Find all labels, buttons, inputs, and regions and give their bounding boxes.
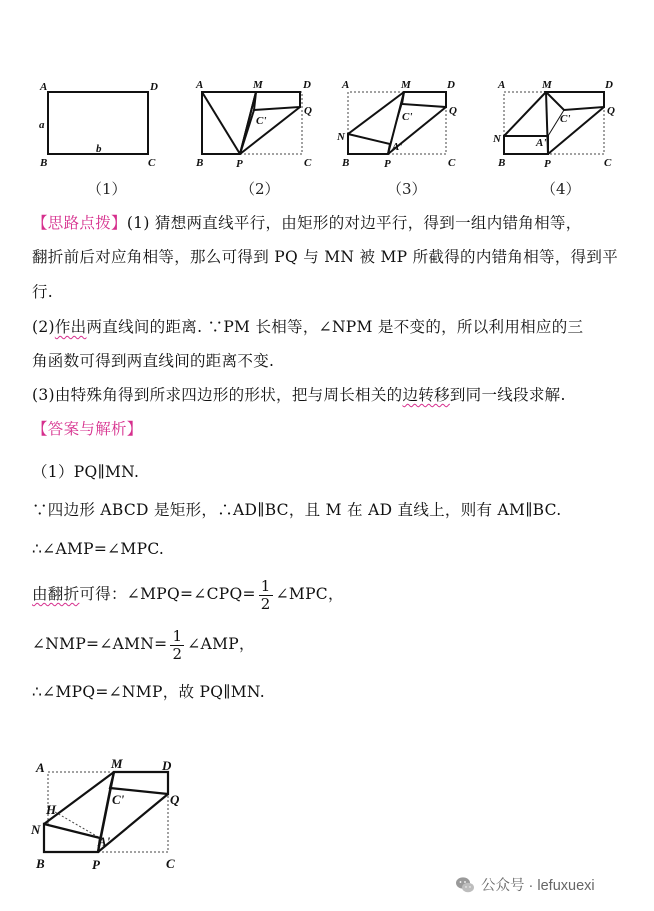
label-side-a: a — [39, 119, 45, 131]
fraction-one-half-2 — [170, 628, 184, 663]
label-n: N — [493, 133, 501, 145]
label-b: B — [40, 157, 48, 169]
label-p: P — [384, 158, 391, 170]
fraction-denominator: 2 — [260, 594, 271, 613]
label-n: N — [337, 131, 345, 143]
label-n: N — [31, 822, 41, 837]
label-c: C — [148, 157, 156, 169]
answer-l5-post: ∠AMP， — [187, 635, 255, 653]
analysis-line-6 — [32, 384, 566, 406]
label-q: Q — [607, 105, 615, 117]
label-b: B — [196, 157, 204, 169]
label-d: D — [303, 79, 311, 91]
label-m: M — [401, 79, 411, 91]
analysis-line-1 — [32, 212, 582, 234]
label-p: P — [236, 158, 243, 170]
answer-line-1: （1）PQ∥MN. — [32, 463, 140, 481]
analysis-p3-wavy: 边转移 — [402, 386, 450, 404]
figure-5 — [28, 752, 198, 878]
label-b: B — [342, 157, 350, 169]
label-a-prime: A' — [392, 141, 403, 153]
label-q: Q — [170, 792, 180, 807]
answer-l4-wavy: 由翻折 — [32, 585, 80, 603]
answer-line-4 — [32, 574, 344, 614]
label-a: A — [36, 760, 45, 775]
label-c-prime: C' — [560, 113, 571, 125]
answer-line-2: ∵四边形 ABCD 是矩形，∴AD∥BC，且 M 在 AD 直线上，则有 AM∥BC. — [32, 501, 562, 519]
caption-4: （4） — [541, 180, 581, 198]
label-c: C — [448, 157, 456, 169]
fraction-numerator: 1 — [172, 626, 183, 645]
analysis-line-5: 角函数可得到两直线间的距离不变. — [32, 352, 275, 370]
label-a: A — [342, 79, 350, 91]
label-d: D — [162, 758, 172, 773]
label-side-b: b — [96, 143, 102, 155]
label-c: C — [166, 856, 175, 871]
analysis-line-2: 翻折前后对应角相等，那么可得到 PQ 与 MN 被 MP 所截得的内错角相等，得到平 — [32, 248, 619, 266]
answer-l4-pre: 可得：∠MPQ=∠CPQ= — [79, 585, 256, 603]
label-d: D — [447, 79, 455, 91]
label-a-prime: A' — [536, 137, 547, 149]
analysis-p3-prefix: (3)由特殊角得到所求四边形的形状，把与周长相关的 — [32, 386, 403, 404]
answer-line-6: ∴∠MPQ=∠NMP，故 PQ∥MN. — [32, 683, 265, 701]
label-q: Q — [304, 105, 312, 117]
label-a-prime: A' — [98, 834, 111, 849]
label-a: A — [196, 79, 204, 91]
answer-line-3: ∴∠AMP=∠MPC. — [32, 540, 165, 558]
fraction-numerator: 1 — [260, 576, 271, 595]
label-d: D — [605, 79, 613, 91]
label-q: Q — [449, 105, 457, 117]
answer-heading: 【答案与解析】 — [32, 420, 143, 438]
analysis-line-4 — [32, 316, 583, 338]
figure-4 — [490, 72, 620, 172]
label-d: D — [150, 81, 158, 93]
answer-line-5 — [32, 624, 255, 664]
label-a: A — [40, 81, 48, 93]
analysis-heading: 【思路点拨】 — [32, 214, 127, 232]
caption-2: （2） — [240, 180, 280, 198]
watermark — [455, 874, 595, 895]
label-p: P — [544, 158, 551, 170]
label-b: B — [36, 856, 45, 871]
fraction-one-half — [259, 578, 273, 613]
label-c: C — [604, 157, 612, 169]
label-m: M — [542, 79, 552, 91]
analysis-p2-rest: 两直线间的距离. ∵PM 长相等，∠NPM 是不变的，所以利用相应的三 — [86, 318, 584, 336]
analysis-p2-wavy: 作出 — [54, 318, 87, 336]
analysis-p3-suffix: 到同一线段求解. — [449, 386, 566, 404]
label-c-prime: C' — [112, 792, 125, 807]
figure-3 — [334, 72, 464, 172]
label-h: H — [46, 802, 57, 817]
analysis-p1-line1: (1) 猜想两直线平行，由矩形的对边平行，得到一组内错角相等， — [126, 214, 582, 232]
label-m: M — [111, 756, 123, 771]
wechat-icon — [455, 875, 475, 895]
caption-1: （1） — [87, 180, 127, 198]
label-c: C — [304, 157, 312, 169]
label-b: B — [498, 157, 506, 169]
label-c-prime: C' — [402, 111, 413, 123]
figure-1 — [30, 72, 160, 172]
caption-3: （3） — [387, 180, 427, 198]
label-c-prime: C' — [256, 115, 267, 127]
answer-l4-post: ∠MPC， — [275, 585, 344, 603]
label-m: M — [253, 79, 263, 91]
fraction-denominator: 2 — [172, 644, 183, 663]
watermark-text: 公众号 · lefuxuexi — [481, 878, 595, 894]
analysis-line-3: 行. — [32, 283, 54, 301]
label-p: P — [92, 857, 100, 872]
answer-l5-pre: ∠NMP=∠AMN= — [32, 635, 168, 653]
analysis-p2-prefix: (2) — [32, 318, 55, 336]
figure-2 — [188, 72, 318, 172]
label-a: A — [498, 79, 506, 91]
